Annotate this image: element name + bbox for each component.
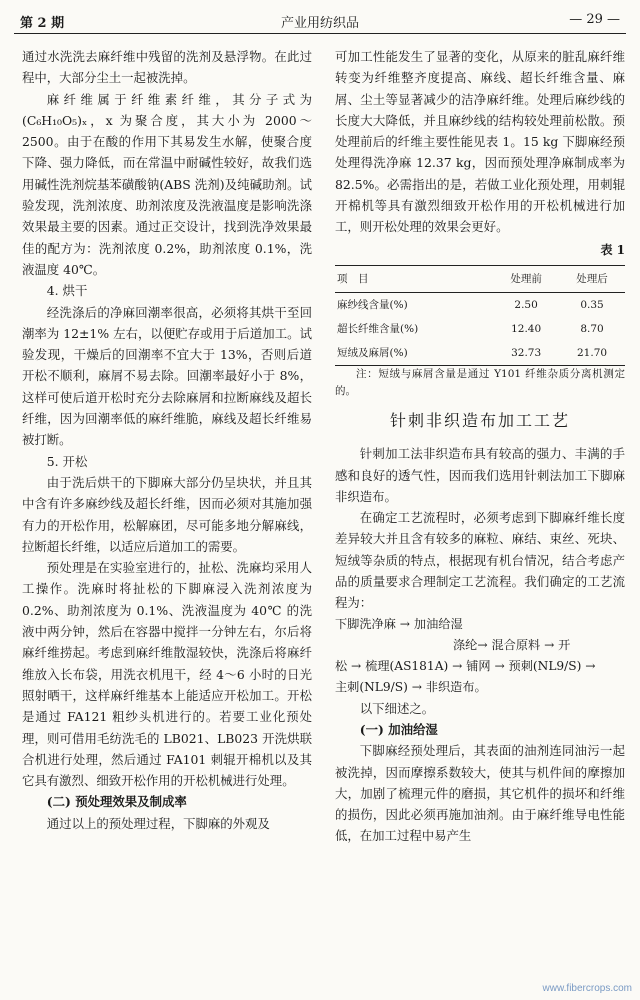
results-table [335, 265, 625, 366]
table-caption: 表 1 [600, 242, 625, 257]
subsection-heading: 4. 烘干 [46, 283, 88, 299]
table-header-row [335, 265, 625, 292]
paragraph: 预处理是在实验室进行的，扯松、洗麻均采用人工操作。洗麻时将扯松的下脚麻浸入洗剂浓度为 0.2%、助剂浓度为 0.1%、洗液温度为 40℃ 的洗液中两分钟，然后在容器中搅拌一分钟左右，尔后将麻纤维捞起。考虑到麻纤维散湿较快，洗涤后将麻纤维放入长布袋，用洗衣机甩干，经 4～6 小时的日光照射晒干，这样麻纤维基本上能适应开松加工。开松是通过 FA121 粗纱头机进行的。若要工业化预处理，则可借用毛纺洗毛的 LB021、LB023 开洗烘联合机进行处理，然后通过 FA101 刺辊开棉机以及其它具有激烈、细致开松作用的开松机械进行处理。 [22, 560, 312, 789]
row-name: 麻纱线含量(%) [337, 298, 408, 311]
row-name: 短绒及麻屑(%) [335, 341, 493, 366]
subsection-heading: 5. 开松 [46, 453, 88, 469]
paragraph: 经洗涤后的净麻回潮率很高，必须将其烘干至回潮率为 12±1% 左右，以便贮存或用于后道加工。试验发现，干燥后的回潮率不宜大于 13%，否则后道开松不顺利，麻屑不易去除。回潮率最好小于 8%，这样可使后道开松时充分去除麻屑和拉断麻线及超长纤维，因为回潮率低的麻纤维脆，麻线及超长纤维易被打断。 [22, 304, 312, 448]
table-row [335, 341, 625, 366]
journal-name: 产业用纺织品 [280, 16, 359, 31]
paragraph: 通过水洗洗去麻纤维中残留的洗剂及悬浮物。在此过程中，大部分尘土一起被洗掉。 [22, 49, 312, 86]
value-after: 8.70 [580, 322, 604, 335]
paragraph: 麻纤维属于纤维素纤维，其分子式为(C₆H₁₀O₅)ₓ，x 为聚合度，其大小为 2000～2500。由于在酸的作用下其易发生水解，使聚合度下降、强力降低，而在常温中耐碱性较好，故我们选用碱性洗剂烷基苯磺酸钠(ABS 洗剂)及纯碱助剂。试验发现，洗剂浓度、助剂浓度及洗液温度是影响洗涤效果最主要的因素。通过正交设计，找到洗净效果最佳的配方为：洗剂浓度 0.2%，助剂浓度 0.1%，洗液温度 40℃。 [22, 91, 312, 277]
page-header [14, 10, 626, 32]
section-title: 针刺非织造布加工工艺 [389, 410, 570, 430]
paragraph: 由于洗后烘干的下脚麻大部分仍呈块状，并且其中含有许多麻纱线及超长纤维，因而必须对其施加强有力的开松作用，松解麻团，尽可能多地分解麻线，拉断超长纤维，以适应后道加工的需要。 [22, 474, 312, 554]
value-before: 12.40 [511, 322, 542, 335]
paragraph: 通过以上的预处理过程，下脚麻的外观及 [46, 815, 270, 831]
table-row [335, 317, 625, 341]
row-name: 超长纤维含量(%) [337, 322, 419, 335]
left-column [22, 46, 312, 834]
flow-line [335, 635, 625, 656]
right-column [335, 46, 625, 847]
flow-line: 主刺(NL9/S) → 非织造布。 [335, 679, 487, 694]
paragraph: 以下细述之。 [359, 700, 435, 716]
flow-line: 下脚洗净麻 → 加油给湿 [335, 616, 463, 631]
value-before: 32.73 [493, 341, 559, 366]
paragraph: 在确定工艺流程时，必须考虑到下脚麻纤维长度差异较大并且含有较多的麻粒、麻结、束丝、死块、短绒等杂质的特点，根据现有机台情况，结合考虑产品的质量要求合理制定工艺流程。我们确定的工艺流程为： [335, 510, 625, 611]
value-after: 0.35 [580, 298, 604, 311]
paragraph: 针刺加工法非织造布具有较高的强力、丰满的手感和良好的透气性，因而我们选用针刺法加工下脚麻非织造布。 [335, 446, 625, 504]
process-flow [335, 614, 625, 698]
flow-item: 涤纶 [453, 637, 478, 652]
flow-line: 松 → 梳理(AS181A) → 铺网 → 预刺(NL9/S) → [335, 658, 596, 673]
issue-number: 第 2 期 [20, 16, 65, 31]
value-after: 21.70 [559, 341, 625, 366]
value-before: 2.50 [514, 298, 538, 311]
watermark: www.fibercrops.com [542, 983, 632, 994]
header-rule [14, 33, 626, 34]
table-note: 注：短绒与麻屑含量是通过 Y101 纤维杂质分离机测定的。 [335, 367, 625, 397]
flow-item: → 混合原料 → 开 [477, 637, 571, 652]
column-header: 处理后 [559, 265, 625, 292]
section-heading: (二) 预处理效果及制成率 [46, 794, 187, 810]
column-header: 项 目 [335, 265, 493, 292]
paragraph: 可加工性能发生了显著的变化，从原来的脏乱麻纤维转变为纤维整齐度提高、麻线、超长纤维含量、麻屑、尘土等显著减少的洁净麻纤维。处理后麻纱线的长度大大降低，并且麻纱线的结构较处理前松散。预处理前后的纤维主要性能见表 1。15 kg 下脚麻经预处理得洗净麻 12.37 kg，因而预处理净麻制成率为 82.5%。必需指出的是，若做工业化预处理，用刺辊开棉机等具有激烈细致开松作用的开松机械进行加工，则开松处理的效果会更好。 [335, 49, 625, 235]
page-number: — 29 — [569, 12, 620, 27]
table-row [335, 292, 625, 317]
paragraph: 下脚麻经预处理后，其表面的油剂连同油污一起被洗掉，因而摩擦系数较大，使其与机件间的摩擦加大，加剧了梳理元件的磨损，其它机件的损坏和纤维的损伤，因此必须再施加油剂。由于麻纤维导电性能低，在加工过程中易产生 [335, 743, 625, 844]
section-heading: (一) 加油给湿 [359, 721, 438, 737]
column-header: 处理前 [493, 265, 559, 292]
